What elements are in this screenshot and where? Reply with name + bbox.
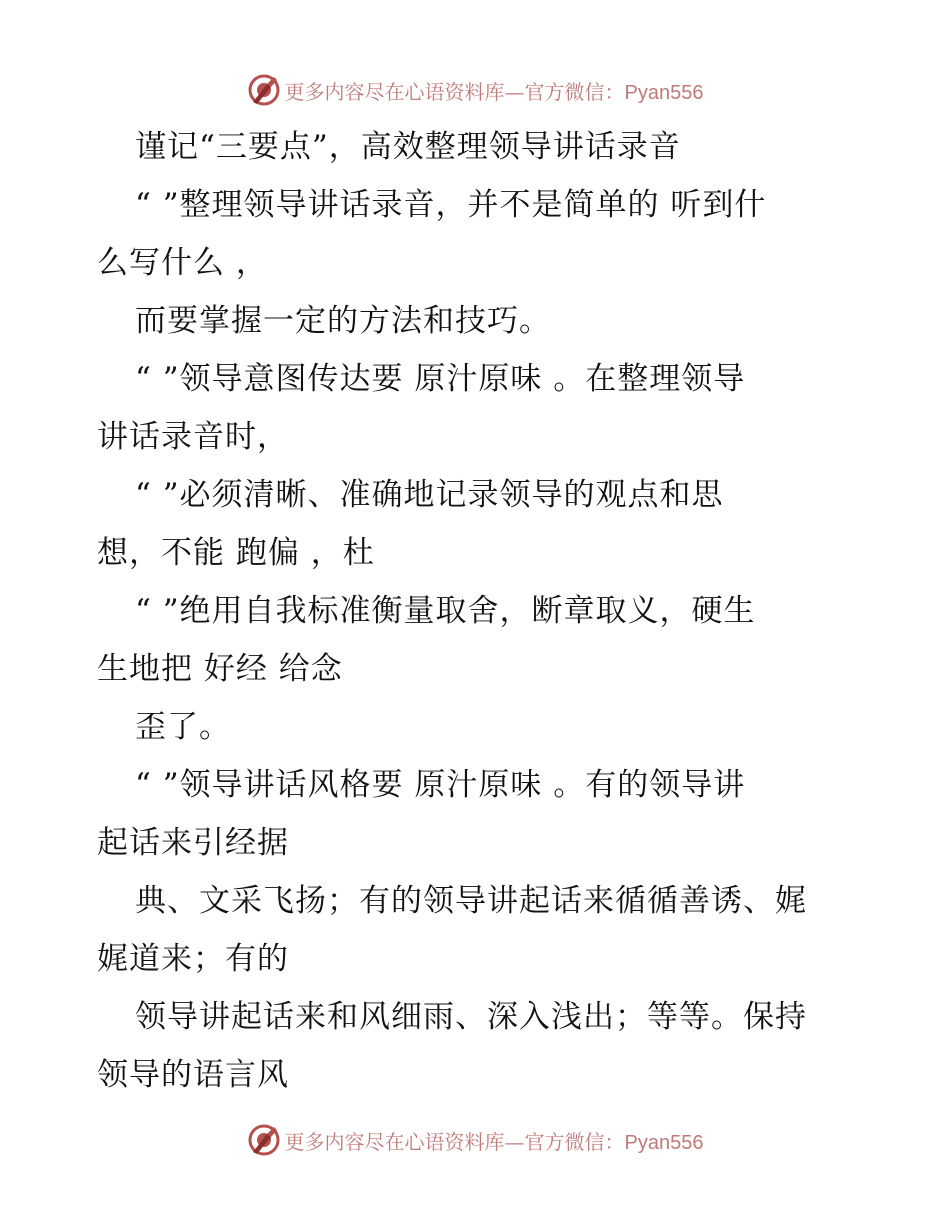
text-line: 而要掌握一定的方法和技巧。	[135, 303, 551, 339]
text-line: 讲话录音时，	[97, 419, 289, 455]
text-line: 领导讲起话来和风细雨、深入浅出；等等。保持	[135, 999, 807, 1035]
text-line: 娓道来；有的	[97, 941, 289, 977]
text-line: “ ”领导意图传达要 原汁原味 。在整理领导	[135, 361, 746, 397]
pen-logo-icon	[247, 73, 281, 107]
text-line: 起话来引经据	[97, 825, 289, 861]
banner-text: 更多内容尽在心语资料库—官方微信：Pyan556	[284, 79, 704, 104]
text-line: “ ”必须清晰、准确地记录领导的观点和思	[135, 477, 724, 513]
document-body	[97, 118, 857, 1104]
text-line: 想，不能 跑偏 ，杜	[97, 535, 375, 571]
footer-banner	[0, 1120, 950, 1160]
header-banner	[0, 70, 950, 110]
text-line: 么写什么 ，	[97, 245, 268, 281]
banner-text: 更多内容尽在心语资料库—官方微信：Pyan556	[284, 1129, 704, 1154]
text-line: 歪了。	[135, 709, 231, 745]
text-line: “ ”绝用自我标准衡量取舍，断章取义，硬生	[135, 593, 756, 629]
text-line: 典、文采飞扬；有的领导讲起话来循循善诱、娓	[135, 883, 807, 919]
text-line: “ ”整理领导讲话录音，并不是简单的 听到什	[135, 187, 767, 223]
text-line: “ ”领导讲话风格要 原汁原味 。有的领导讲	[135, 767, 746, 803]
pen-logo-icon	[247, 1123, 281, 1157]
text-line: 生地把 好经 给念	[97, 651, 343, 687]
text-line: 领导的语言风	[97, 1057, 289, 1093]
text-line: 谨记“三要点”，高效整理领导讲话录音	[135, 129, 681, 165]
